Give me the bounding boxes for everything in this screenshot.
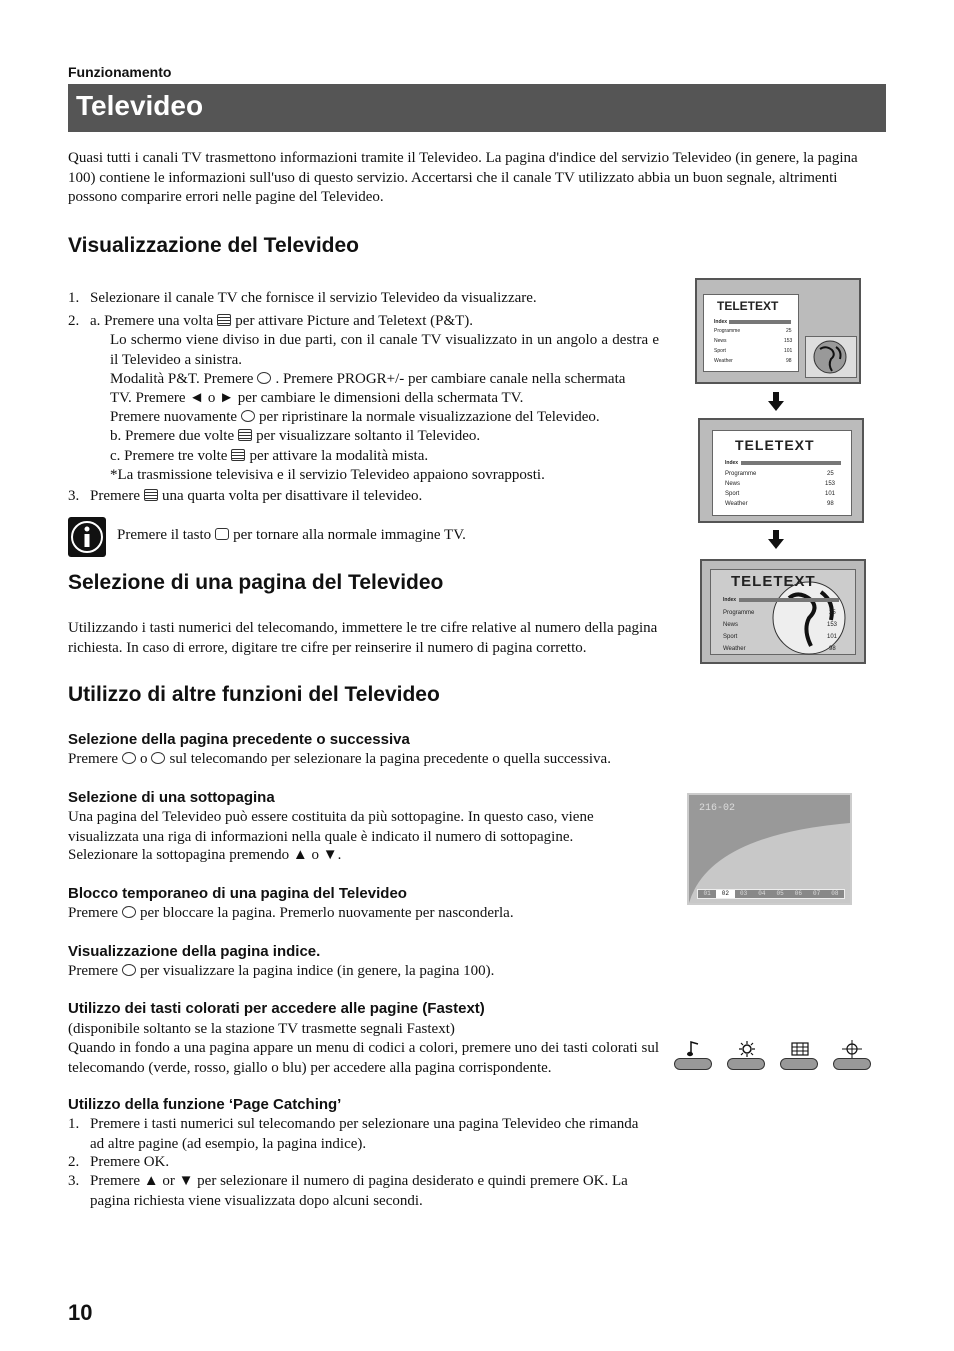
yellow-button: [780, 1058, 818, 1070]
step-number: 2.: [68, 1154, 80, 1170]
page-number: 10: [68, 1300, 93, 1325]
step-number: 1.: [68, 290, 80, 306]
step-2c-note: *La trasmissione televisiva e il servizio Televideo appaiono sovrapposti.: [110, 467, 545, 483]
sub-heading-subpage: Selezione di una sottopagina: [68, 789, 275, 806]
grid-icon: [791, 1042, 809, 1056]
title-bar: [68, 84, 886, 132]
index-key-icon: [122, 964, 136, 976]
tv-screen-mixed: [700, 559, 866, 664]
page-up-icon: [151, 752, 165, 764]
teletext-logo: TELETEXT: [735, 437, 815, 453]
teletext-key-icon: [217, 314, 231, 326]
pt-key-icon: [257, 372, 271, 384]
teletext-key-icon: [238, 429, 252, 441]
section-heading-altre-funzioni: Utilizzo di altre funzioni del Televideo: [68, 683, 440, 706]
sun-icon: [738, 1040, 756, 1058]
sec2-paragraph: Utilizzando i tasti numerici del telecomando, immettere le tre cifre relative al numero della pagina richiesta. In caso di errore, digitare tre cifre per reinserire il numero di pagina corretto.: [68, 620, 658, 656]
page-down-icon: [122, 752, 136, 764]
step-2a: a. Premere una volta per attivare Picture and Teletext (P&T).: [90, 313, 474, 329]
music-note-icon: [686, 1040, 702, 1058]
arrow-down-icon: [768, 401, 784, 411]
subpage-number: 216-02: [699, 803, 736, 814]
sub-heading-fastext: Utilizzo dei tasti colorati per accedere alle pagine (Fastext): [68, 1000, 485, 1017]
teletext-logo: TELETEXT: [717, 299, 779, 313]
step-number: 3.: [68, 488, 80, 504]
subpage-tab: 08: [831, 890, 839, 897]
subpage-text-2: Selezionare la sottopagina premendo ▲ o ▼.: [68, 847, 342, 863]
teletext-key-icon: [144, 489, 158, 501]
catching-step-1: Premere i tasti numerici sul telecomando per selezionare una pagina Televideo che rimanda ad altre pagine (ad esempio, la pagina indice).: [90, 1116, 639, 1152]
pt-key-icon: [241, 410, 255, 422]
section-heading-selezione: Selezione di una pagina del Televideo: [68, 571, 444, 594]
section-label: Funzionamento: [68, 64, 172, 80]
subpage-tab: 05: [776, 890, 784, 897]
subpage-screen: [687, 793, 852, 905]
catching-step-2: Premere OK.: [90, 1154, 170, 1170]
step-2a-restore: Premere nuovamente per ripristinare la normale visualizzazione del Televideo.: [110, 409, 600, 425]
step-2b: b. Premere due volte per visualizzare soltanto il Televideo.: [110, 428, 481, 444]
teletext-key-icon: [231, 449, 245, 461]
subpage-tab: 06: [794, 890, 802, 897]
fastext-buttons: [674, 1040, 884, 1076]
info-note: Premere il tasto per tornare alla normale immagine TV.: [117, 527, 466, 543]
target-icon: [842, 1040, 862, 1058]
subpage-tab: 02: [716, 890, 734, 898]
step-1-text: Selezionare il canale TV che fornisce il servizio Televideo da visualizzare.: [90, 290, 537, 306]
subpage-tab: 01: [703, 890, 711, 897]
sub-heading-page-catching: Utilizzo della funzione ‘Page Catching’: [68, 1096, 342, 1113]
step-2c: c. Premere tre volte per attivare la modalità mista.: [110, 448, 429, 464]
step-3: Premere una quarta volta per disattivare il televideo.: [90, 488, 423, 504]
tv-screen-teletext: [698, 418, 864, 523]
sub-heading-prev-next: Selezione della pagina precedente o successiva: [68, 731, 410, 748]
subpage-tab: 04: [758, 890, 766, 897]
sub-heading-index: Visualizzazione della pagina indice.: [68, 943, 321, 960]
globe-icon: [806, 337, 856, 377]
fastext-text: Quando in fondo a una pagina appare un menu di codici a colori, premere uno dei tasti colorati sul telecomando (verde, rosso, giallo o blu) per accedere alla pagina corrispondente.: [68, 1040, 659, 1076]
prev-next-text: Premere o sul telecomando per selezionare la pagina precedente o quella successiva.: [68, 751, 611, 767]
teletext-panel: TELETEXT Index Programme 25 News 153 Sport 101 Weather 98: [703, 294, 799, 372]
catching-step-3: Premere ▲ or ▼ per selezionare il numero di pagina desiderato e quindi premere OK. La pagina richiesta viene visualizzata dopo alcuni secondi.: [90, 1173, 628, 1209]
subpage-bar: [697, 889, 845, 899]
step-2a-pt: Modalità P&T. Premere . Premere PROGR+/- per cambiare canale nella schermata: [110, 371, 626, 387]
hold-text: Premere per bloccare la pagina. Premerlo nuovamente per nasconderla.: [68, 905, 514, 921]
step-number: 1.: [68, 1116, 80, 1132]
mixed-panel: TELETEXT Index Programme 25 News 153 Sport 101 Weather 98: [710, 569, 856, 655]
index-text: Premere per visualizzare la pagina indice (in genere, la pagina 100).: [68, 963, 495, 979]
step-2a-size: TV. Premere ◄ o ► per cambiare le dimensioni della schermata TV.: [110, 390, 524, 406]
hold-key-icon: [122, 906, 136, 918]
step-number: 2.: [68, 313, 80, 329]
subpage-text: Una pagina del Televideo può essere costituita da più sottopagine. In questo caso, viene visualizzata una riga di informazioni nella quale è indicato il numero di sottopagine.: [68, 809, 594, 845]
teletext-panel: TELETEXT Index Programme 25 News 153 Sport 101 Weather 98: [712, 430, 852, 516]
blue-button: [833, 1058, 871, 1070]
info-icon: [68, 517, 106, 557]
subpage-tab: 03: [740, 890, 748, 897]
section-heading-visualizzazione: Visualizzazione del Televideo: [68, 234, 359, 257]
tv-key-icon: [215, 528, 229, 540]
step-2a-desc: Lo schermo viene diviso in due parti, con il canale TV visualizzato in un angolo a destra e il Televideo a sinistra.: [110, 332, 659, 368]
arrow-down-icon: [768, 539, 784, 549]
tv-picture-panel: [805, 336, 857, 378]
step-number: 3.: [68, 1173, 80, 1189]
fastext-note: (disponibile soltanto se la stazione TV trasmette segnali Fastext): [68, 1021, 455, 1037]
subpage-tab: 07: [813, 890, 821, 897]
teletext-logo: TELETEXT: [731, 573, 816, 590]
intro-paragraph: Quasi tutti i canali TV trasmettono informazioni tramite il Televideo. La pagina d'indice del servizio Televideo (in genere, la pagina 100) contiene le informazioni sull'uso di questo servizio. Accertarsi che il canale TV utilizzato abbia un buon segnale, altrimenti possono comparire errori nelle pagine del Televideo.: [68, 150, 858, 205]
green-button: [674, 1058, 712, 1070]
sub-heading-hold: Blocco temporaneo di una pagina del Televideo: [68, 885, 407, 902]
page-title: Televideo: [76, 90, 204, 121]
tv-screen-split: [695, 278, 861, 384]
red-button: [727, 1058, 765, 1070]
